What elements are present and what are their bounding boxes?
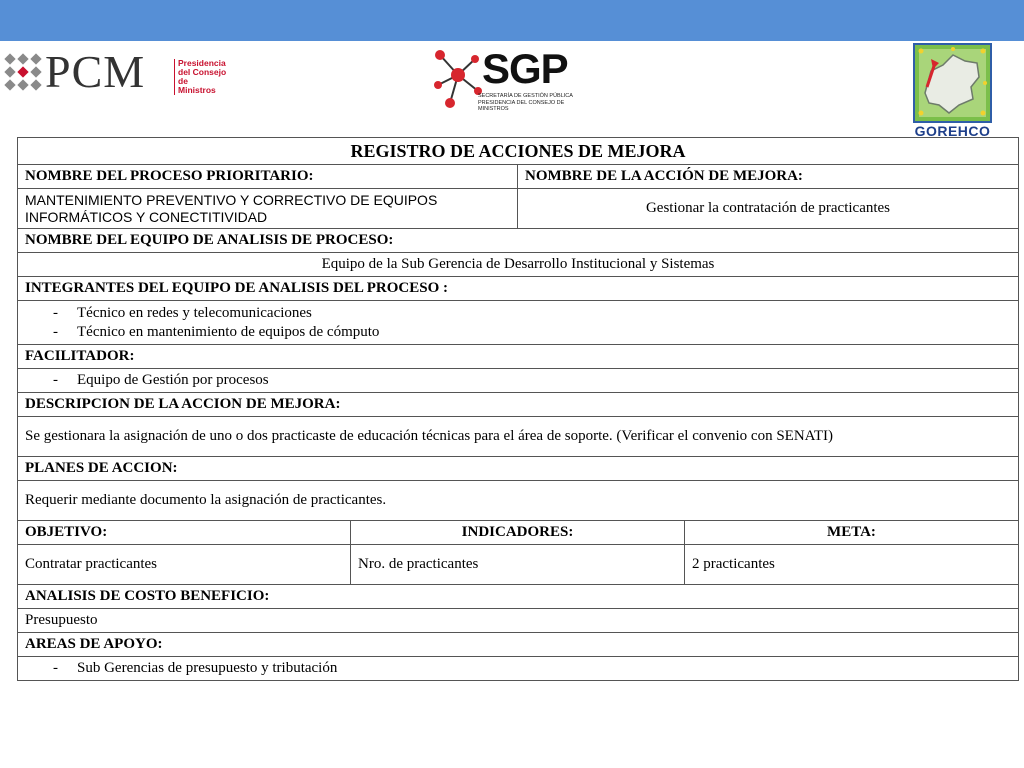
logo-header xyxy=(0,41,1024,138)
pcm-logo-text: PCM xyxy=(45,46,146,97)
planes-accion-label: PLANES DE ACCION: xyxy=(18,457,1019,481)
table-row xyxy=(18,138,1019,165)
indicadores-value: Nro. de practicantes xyxy=(351,545,685,585)
table-row xyxy=(18,277,1019,301)
sgp-logo-subtitle xyxy=(478,93,593,113)
sgp-logo xyxy=(430,45,595,111)
integrantes-list xyxy=(25,304,1011,342)
integrantes-label: INTEGRANTES DEL EQUIPO DE ANALISIS DEL PROCESO : xyxy=(18,277,1019,301)
descripcion-value: Se gestionara la asignación de uno o dos practicaste de educación técnicas para el área de soporte. (Verificar el convenio con SENATI) xyxy=(18,417,1019,457)
proceso-prioritario-value: MANTENIMIENTO PREVENTIVO Y CORRECTIVO DE EQUIPOS INFORMÁTICOS Y CONECTITIVIDAD xyxy=(18,189,518,229)
table-row xyxy=(18,165,1019,189)
table-row xyxy=(18,301,1019,345)
meta-label: META: xyxy=(685,521,1019,545)
gorehco-map-icon xyxy=(913,43,992,123)
list-item: - Equipo de Gestión por procesos xyxy=(47,371,1011,390)
list-item: - Técnico en mantenimiento de equipos de cómputo xyxy=(47,323,1011,342)
table-row xyxy=(18,633,1019,657)
planes-accion-value: Requerir mediante documento la asignación de practicantes. xyxy=(18,481,1019,521)
table-row xyxy=(18,657,1019,681)
table-row xyxy=(18,393,1019,417)
descripcion-label: DESCRIPCION DE LA ACCION DE MEJORA: xyxy=(18,393,1019,417)
equipo-analisis-value: Equipo de la Sub Gerencia de Desarrollo Institucional y Sistemas xyxy=(18,253,1019,277)
facilitador-list-cell xyxy=(18,369,1019,393)
table-row xyxy=(18,417,1019,457)
pcm-logo xyxy=(0,47,230,97)
indicadores-label: INDICADORES: xyxy=(351,521,685,545)
table-row xyxy=(18,345,1019,369)
areas-apoyo-list xyxy=(25,659,1011,678)
sgp-logo-text: SGP xyxy=(482,45,568,92)
table-row xyxy=(18,457,1019,481)
table-row xyxy=(18,585,1019,609)
table-row xyxy=(18,609,1019,633)
areas-apoyo-list-cell xyxy=(18,657,1019,681)
pcm-emblem-icon xyxy=(2,51,44,93)
table-row xyxy=(18,229,1019,253)
accion-mejora-value: Gestionar la contratación de practicantes xyxy=(518,189,1019,229)
form-title: REGISTRO DE ACCIONES DE MEJORA xyxy=(18,138,1019,165)
sgp-subtitle-line-2: PRESIDENCIA DEL CONSEJO DE MINISTROS xyxy=(478,99,565,112)
facilitador-list xyxy=(25,371,1011,390)
table-row xyxy=(18,253,1019,277)
table-row xyxy=(18,521,1019,545)
gorehco-logo xyxy=(913,43,992,139)
list-item: - Sub Gerencias de presupuesto y tributación xyxy=(47,659,1011,678)
list-item: - Técnico en redes y telecomunicaciones xyxy=(47,304,1011,323)
areas-apoyo-label: AREAS DE APOYO: xyxy=(18,633,1019,657)
table-row xyxy=(18,545,1019,585)
registro-acciones-table xyxy=(17,137,1019,681)
proceso-prioritario-label: NOMBRE DEL PROCESO PRIORITARIO: xyxy=(18,165,518,189)
costo-beneficio-label: ANALISIS DE COSTO BENEFICIO: xyxy=(18,585,1019,609)
table-row xyxy=(18,481,1019,521)
pcm-logo-subtitle: Presidencia del Consejo de Ministros xyxy=(174,59,228,95)
gorehco-logo-text: GOREHCO xyxy=(914,123,991,139)
table-row xyxy=(18,189,1019,229)
sgp-subtitle-line-1: SECRETARÍA DE GESTIÓN PÚBLICA xyxy=(478,93,573,99)
table-row xyxy=(18,369,1019,393)
meta-value: 2 practicantes xyxy=(685,545,1019,585)
integrantes-list-cell xyxy=(18,301,1019,345)
top-banner xyxy=(0,0,1024,41)
objetivo-value: Contratar practicantes xyxy=(18,545,351,585)
costo-beneficio-value: Presupuesto xyxy=(18,609,1019,633)
equipo-analisis-label: NOMBRE DEL EQUIPO DE ANALISIS DE PROCESO: xyxy=(18,229,1019,253)
accion-mejora-label: NOMBRE DE LA ACCIÓN DE MEJORA: xyxy=(518,165,1019,189)
objetivo-label: OBJETIVO: xyxy=(18,521,351,545)
facilitador-label: FACILITADOR: xyxy=(18,345,1019,369)
